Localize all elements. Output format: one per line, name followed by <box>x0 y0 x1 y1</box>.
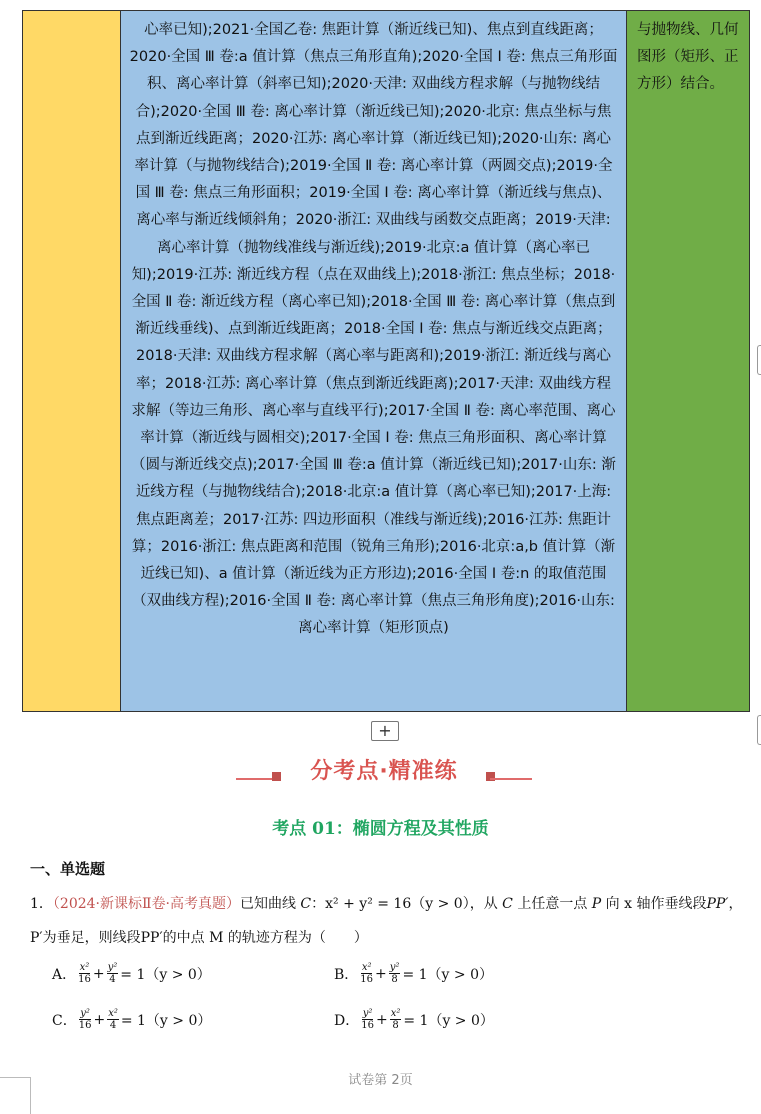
numerator: x² <box>361 962 372 973</box>
question-source: （2024·新课标Ⅱ卷·高考真题） <box>52 896 240 912</box>
option-tail: = 1（y > 0） <box>402 966 493 983</box>
fraction <box>390 1008 402 1031</box>
table-cell-green: 与抛物线、几何图形（矩形、正方形）结合。 <box>627 11 749 711</box>
question-text: PP′ <box>706 896 729 912</box>
denominator: 16 <box>78 1020 92 1031</box>
denominator: 16 <box>361 1020 374 1031</box>
banner-title: 分考点·精准练 <box>310 759 458 784</box>
page-corner-mark <box>0 1077 31 1114</box>
numerator: y² <box>362 1008 373 1019</box>
numerator: y² <box>107 962 118 973</box>
summary-table <box>22 10 750 712</box>
option-label: B． <box>334 966 359 983</box>
option-label: D． <box>334 1012 360 1029</box>
option-b[interactable]: B． $\frac{\text{x²}}{16}$ + $\frac{\text{y²}}{8}$ = 1（y > 0） <box>334 962 493 985</box>
denominator: 4 <box>109 974 116 985</box>
banner-line-right <box>490 778 532 780</box>
fraction <box>78 962 91 985</box>
numerator: x² <box>79 962 90 973</box>
numerator: x² <box>390 1008 401 1019</box>
option-tail: = 1（y > 0） <box>120 966 211 983</box>
option-a[interactable]: A． $\frac{\text{x²}}{16}$ + $\frac{\text{y²}}{4}$ = 1（y > 0） <box>52 962 211 985</box>
denominator: 16 <box>78 974 91 985</box>
page-footer: 试卷第 2页 <box>348 1073 413 1088</box>
table-cell-exam-list: 心率已知);2021·全国乙卷: 焦距计算（渐近线已知)、焦点到直线距离；2020·全国 Ⅲ 卷:a 值计算（焦点三角形直角);2020·全国 Ⅰ 卷: 焦点三角形面积、离心率计算（斜率已知);2020·天津: 双曲线方程求解（与抛物线结合);2020·全国 Ⅲ 卷: 离心率计算（渐近线已知);2020·北京: 焦点坐标与焦点到渐近线距离；2020·江苏: 离心率计算（渐近线已知);2020·山东: 离心率计算（与抛物线结合);2019·全国 Ⅱ 卷: 离心率计算（两圆交点);2019·全国 Ⅲ 卷: 焦点三角形面积；2019·全国 Ⅰ 卷: 离心率计算（渐近线与焦点)、离心率与渐近线倾斜角；2020·浙江: 双曲线与函数交点距离；2019·天津: 离心率计算（抛物线准线与渐近线);2019·北京:a 值计算（离心率已知);2019·江苏: 渐近线方程（点在双曲线上);2018·浙江: 焦点坐标；2018·全国 Ⅱ 卷: 渐近线方程（离心率已知);2018·全国 Ⅲ 卷: 离心率计算（焦点到渐近线垂线)、点到渐近线距离；2018·全国 Ⅰ 卷: 焦点与渐近线交点距离；2018·天津: 双曲线方程求解（离心率与距离和);2019·浙江: 渐近线与离心率；2018·江苏: 离心率计算（焦点到渐近线距离);2017·天津: 双曲线方程求解（等边三角形、离心率与直线平行);2017·全国 Ⅱ 卷: 离心率范围、离心率计算（渐近线与圆相交);2017·全国 Ⅰ 卷: 焦点三角形面积、离心率计算（圆与渐近线交点);2017·全国 Ⅲ 卷:a 值计算（渐近线已知);2017·山东: 渐近线方程（与抛物线结合);2018·北京:a 值计算（离心率已知);2017·上海: 焦点距离差；2017·江苏: 四边形面积（准线与渐近线);2016·江苏: 焦距计算；2016·浙江: 焦点距离和范围（锐角三角形);2016·北京:a,b 值计算（渐近线已知)、a 值计算（渐近线为正方形边);2016·全国 Ⅰ 卷:n 的取值范围（双曲线方程);2016·全国 Ⅱ 卷: 离心率计算（焦点三角形角度);2016·山东: 离心率计算（矩形顶点) <box>121 11 627 711</box>
question-line-1 <box>30 893 742 913</box>
question-line-2: P′为垂足，则线段PP′的中点 M 的轨迹方程为（ ） <box>30 930 368 946</box>
question-text: C <box>502 896 513 912</box>
denominator: 4 <box>109 1020 117 1031</box>
option-label: A． <box>52 966 77 983</box>
option-d[interactable]: D． $\frac{\text{y²}}{16}$ + $\frac{\text{x²}}{8}$ = 1（y > 0） <box>334 1008 494 1031</box>
fraction <box>107 1008 119 1031</box>
question-number: 1． <box>30 896 53 912</box>
scroll-handle[interactable] <box>757 715 761 745</box>
option-label: C． <box>52 1012 77 1029</box>
table-cell-yellow <box>23 11 121 711</box>
question-text: ：x² + y² = 16（y > 0），从 <box>311 896 503 912</box>
question-text: 上任意一点 <box>512 896 592 912</box>
question-text: C <box>300 896 312 912</box>
fraction <box>389 962 401 985</box>
banner-square-left <box>272 772 281 781</box>
denominator: 8 <box>391 974 398 985</box>
fraction <box>360 962 373 985</box>
option-c[interactable]: C． $\frac{\text{y²}}{16}$ + $\frac{\text{x²}}{4}$ = 1（y > 0） <box>52 1008 212 1031</box>
question-text: 已知曲线 <box>239 896 301 912</box>
fraction <box>79 1008 92 1031</box>
question-text: ， <box>728 896 743 912</box>
kaodian-title: 考点 01：椭圆方程及其性质 <box>272 819 489 839</box>
add-row-button[interactable]: + <box>371 721 399 741</box>
section-banner <box>236 756 532 786</box>
fraction <box>361 1008 374 1031</box>
option-tail: = 1（y > 0） <box>120 1012 212 1029</box>
denominator: 8 <box>392 1020 399 1031</box>
section-title: 一、单选题 <box>30 860 106 878</box>
fraction <box>107 962 119 985</box>
numerator: y² <box>389 962 400 973</box>
question-text: 向 x 轴作垂线段 <box>601 896 707 912</box>
numerator: x² <box>108 1008 118 1019</box>
option-tail: = 1（y > 0） <box>403 1012 494 1029</box>
denominator: 16 <box>360 974 374 985</box>
numerator: y² <box>80 1008 90 1019</box>
question-text: P <box>591 896 602 912</box>
scroll-handle[interactable] <box>757 345 761 375</box>
